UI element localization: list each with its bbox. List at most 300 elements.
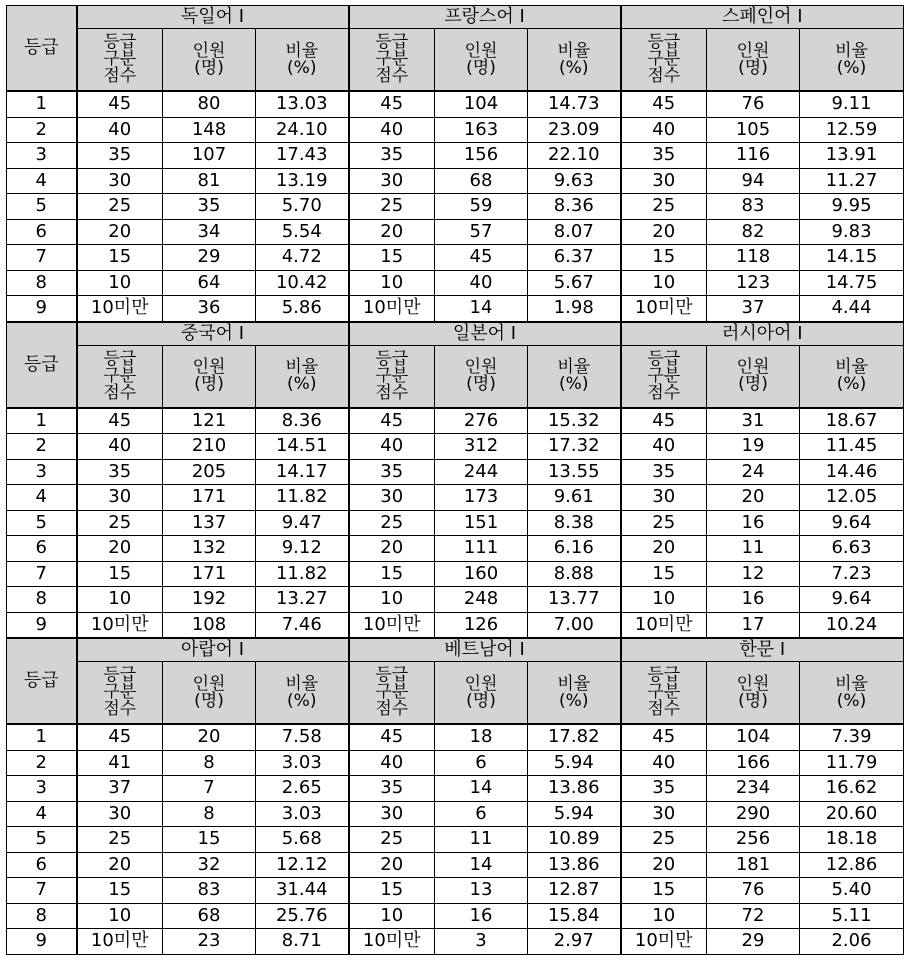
table-cell: 25 xyxy=(77,194,163,220)
table-cell: 256 xyxy=(707,827,800,853)
table-cell: 35 xyxy=(349,459,435,485)
table-cell: 116 xyxy=(707,143,800,169)
grade-cell: 7 xyxy=(7,245,77,271)
table-cell: 8.36 xyxy=(256,408,349,434)
table-cell: 234 xyxy=(707,776,800,802)
table-cell: 160 xyxy=(435,561,528,587)
table-cell: 25 xyxy=(621,194,707,220)
subject-header: 중국어 Ⅰ xyxy=(77,322,349,346)
table-row xyxy=(7,878,904,904)
table-cell: 16 xyxy=(707,587,800,613)
grade-cell: 6 xyxy=(7,536,77,562)
table-cell: 12.05 xyxy=(800,485,904,511)
table-cell: 25 xyxy=(621,827,707,853)
table-cell: 19 xyxy=(707,434,800,460)
table-cell: 94 xyxy=(707,168,800,194)
table-cell: 10 xyxy=(621,587,707,613)
grade-cell: 5 xyxy=(7,194,77,220)
table-cell: 312 xyxy=(435,434,528,460)
table-cell: 14.73 xyxy=(528,91,621,117)
table-cell: 17.43 xyxy=(256,143,349,169)
table-row xyxy=(7,168,904,194)
table-cell: 15 xyxy=(349,878,435,904)
table-row xyxy=(7,245,904,271)
table-cell: 15 xyxy=(163,827,256,853)
table-cell: 9.61 xyxy=(528,485,621,511)
table-cell: 15 xyxy=(77,561,163,587)
count-header: 인원 (명) xyxy=(163,662,256,725)
table-cell: 10미만 xyxy=(621,929,707,955)
table-cell: 11.82 xyxy=(256,485,349,511)
table-cell: 35 xyxy=(621,143,707,169)
table-cell: 10 xyxy=(621,270,707,296)
table-cell: 13.55 xyxy=(528,459,621,485)
table-cell: 82 xyxy=(707,219,800,245)
table-row xyxy=(7,408,904,434)
table-cell: 64 xyxy=(163,270,256,296)
table-cell: 3.03 xyxy=(256,750,349,776)
table-cell: 30 xyxy=(77,485,163,511)
table-cell: 22.10 xyxy=(528,143,621,169)
table-cell: 7.46 xyxy=(256,612,349,638)
score-header: 등급 구분 점수 xyxy=(77,29,163,92)
grade-cell: 5 xyxy=(7,510,77,536)
table-cell: 5.94 xyxy=(528,801,621,827)
table-row xyxy=(7,536,904,562)
count-header: 인원 (명) xyxy=(707,29,800,92)
score-header: 등급 구분 점수 xyxy=(621,345,707,408)
table-cell: 24.10 xyxy=(256,117,349,143)
table-row xyxy=(7,91,904,117)
table-cell: 20 xyxy=(621,219,707,245)
table-cell: 45 xyxy=(621,91,707,117)
grade-cell: 2 xyxy=(7,434,77,460)
count-header: 인원 (명) xyxy=(163,345,256,408)
table-cell: 9.63 xyxy=(528,168,621,194)
table-cell: 37 xyxy=(77,776,163,802)
table-cell: 20 xyxy=(77,536,163,562)
score-header: 등급 구분 점수 xyxy=(77,345,163,408)
table-cell: 40 xyxy=(621,434,707,460)
table-cell: 121 xyxy=(163,408,256,434)
table-cell: 16.62 xyxy=(800,776,904,802)
table-cell: 20 xyxy=(621,536,707,562)
table-cell: 3 xyxy=(435,929,528,955)
table-cell: 45 xyxy=(77,91,163,117)
table-cell: 10미만 xyxy=(349,612,435,638)
count-header: 인원 (명) xyxy=(707,662,800,725)
grade-cell: 3 xyxy=(7,776,77,802)
table-cell: 25 xyxy=(349,827,435,853)
subject-header: 프랑스어 Ⅰ xyxy=(349,6,621,29)
subject-header: 아랍어 Ⅰ xyxy=(77,638,349,662)
table-cell: 13.03 xyxy=(256,91,349,117)
table-cell: 15 xyxy=(621,878,707,904)
table-cell: 14.17 xyxy=(256,459,349,485)
table-cell: 7 xyxy=(163,776,256,802)
table-cell: 12.12 xyxy=(256,852,349,878)
table-cell: 9.83 xyxy=(800,219,904,245)
grade-cell: 2 xyxy=(7,117,77,143)
ratio-header: 비율 (%) xyxy=(528,29,621,92)
table-cell: 30 xyxy=(77,168,163,194)
subject-header: 러시아어 Ⅰ xyxy=(621,322,904,346)
grade-cell: 9 xyxy=(7,929,77,955)
table-cell: 148 xyxy=(163,117,256,143)
table-cell: 12.59 xyxy=(800,117,904,143)
grade-distribution-table xyxy=(6,5,904,955)
table-cell: 30 xyxy=(77,801,163,827)
ratio-header: 비율 (%) xyxy=(528,345,621,408)
column-header-row xyxy=(7,345,904,408)
table-row xyxy=(7,117,904,143)
table-cell: 45 xyxy=(621,724,707,750)
table-cell: 76 xyxy=(707,878,800,904)
table-cell: 76 xyxy=(707,91,800,117)
table-cell: 2.97 xyxy=(528,929,621,955)
table-cell: 40 xyxy=(621,117,707,143)
table-cell: 23 xyxy=(163,929,256,955)
table-cell: 35 xyxy=(163,194,256,220)
table-cell: 181 xyxy=(707,852,800,878)
table-cell: 30 xyxy=(349,801,435,827)
count-header: 인원 (명) xyxy=(435,662,528,725)
table-cell: 34 xyxy=(163,219,256,245)
table-cell: 6 xyxy=(435,801,528,827)
table-row xyxy=(7,724,904,750)
table-cell: 12 xyxy=(707,561,800,587)
table-cell: 13.86 xyxy=(528,776,621,802)
table-cell: 83 xyxy=(163,878,256,904)
count-header: 인원 (명) xyxy=(435,29,528,92)
table-cell: 35 xyxy=(349,143,435,169)
grade-cell: 8 xyxy=(7,903,77,929)
table-cell: 123 xyxy=(707,270,800,296)
table-cell: 13.77 xyxy=(528,587,621,613)
table-cell: 15 xyxy=(621,245,707,271)
table-cell: 35 xyxy=(77,459,163,485)
table-cell: 15 xyxy=(349,245,435,271)
table-cell: 14.75 xyxy=(800,270,904,296)
table-cell: 5.86 xyxy=(256,296,349,322)
table-row xyxy=(7,270,904,296)
table-cell: 8.07 xyxy=(528,219,621,245)
table-row xyxy=(7,194,904,220)
table-cell: 6.16 xyxy=(528,536,621,562)
ratio-header: 비율 (%) xyxy=(800,345,904,408)
table-cell: 20 xyxy=(77,219,163,245)
table-cell: 80 xyxy=(163,91,256,117)
column-header-row xyxy=(7,29,904,92)
table-cell: 40 xyxy=(349,117,435,143)
table-cell: 248 xyxy=(435,587,528,613)
table-cell: 59 xyxy=(435,194,528,220)
table-cell: 10.42 xyxy=(256,270,349,296)
table-cell: 20 xyxy=(163,724,256,750)
table-cell: 10 xyxy=(349,903,435,929)
grade-cell: 5 xyxy=(7,827,77,853)
table-row xyxy=(7,801,904,827)
table-cell: 9.11 xyxy=(800,91,904,117)
table-cell: 10미만 xyxy=(77,929,163,955)
table-cell: 5.67 xyxy=(528,270,621,296)
table-cell: 6 xyxy=(435,750,528,776)
table-cell: 17.32 xyxy=(528,434,621,460)
table-row xyxy=(7,296,904,322)
table-cell: 45 xyxy=(621,408,707,434)
table-cell: 163 xyxy=(435,117,528,143)
table-row xyxy=(7,434,904,460)
table-cell: 37 xyxy=(707,296,800,322)
table-row xyxy=(7,485,904,511)
table-cell: 29 xyxy=(163,245,256,271)
score-header: 등급 구분 점수 xyxy=(621,29,707,92)
grade-cell: 9 xyxy=(7,612,77,638)
table-cell: 18.18 xyxy=(800,827,904,853)
table-cell: 20 xyxy=(349,536,435,562)
table-cell: 11 xyxy=(435,827,528,853)
score-header: 등급 구분 점수 xyxy=(349,29,435,92)
table-cell: 7.00 xyxy=(528,612,621,638)
ratio-header: 비율 (%) xyxy=(800,662,904,725)
table-cell: 15 xyxy=(77,878,163,904)
table-cell: 10 xyxy=(77,587,163,613)
table-cell: 57 xyxy=(435,219,528,245)
table-cell: 290 xyxy=(707,801,800,827)
table-cell: 45 xyxy=(349,408,435,434)
table-cell: 40 xyxy=(349,434,435,460)
table-cell: 68 xyxy=(435,168,528,194)
ratio-header: 비율 (%) xyxy=(256,29,349,92)
table-cell: 8.71 xyxy=(256,929,349,955)
ratio-header: 비율 (%) xyxy=(800,29,904,92)
table-cell: 25 xyxy=(77,510,163,536)
table-cell: 7.23 xyxy=(800,561,904,587)
table-cell: 111 xyxy=(435,536,528,562)
table-cell: 104 xyxy=(435,91,528,117)
table-cell: 10 xyxy=(77,270,163,296)
table-cell: 25 xyxy=(77,827,163,853)
table-row xyxy=(7,929,904,955)
table-cell: 17 xyxy=(707,612,800,638)
table-cell: 244 xyxy=(435,459,528,485)
table-cell: 45 xyxy=(77,724,163,750)
table-cell: 10 xyxy=(621,903,707,929)
subject-header: 스페인어 Ⅰ xyxy=(621,6,904,29)
table-cell: 11.45 xyxy=(800,434,904,460)
table-cell: 25.76 xyxy=(256,903,349,929)
table-cell: 6.63 xyxy=(800,536,904,562)
grade-cell: 6 xyxy=(7,219,77,245)
table-cell: 5.40 xyxy=(800,878,904,904)
grade-header: 등급 xyxy=(7,6,77,92)
table-cell: 20 xyxy=(707,485,800,511)
table-cell: 40 xyxy=(77,117,163,143)
table-cell: 9.64 xyxy=(800,587,904,613)
table-cell: 14 xyxy=(435,776,528,802)
table-cell: 14.51 xyxy=(256,434,349,460)
table-cell: 105 xyxy=(707,117,800,143)
table-cell: 13.19 xyxy=(256,168,349,194)
table-cell: 45 xyxy=(349,91,435,117)
grade-cell: 1 xyxy=(7,408,77,434)
table-cell: 13 xyxy=(435,878,528,904)
grade-cell: 7 xyxy=(7,878,77,904)
table-cell: 15 xyxy=(349,561,435,587)
table-cell: 10미만 xyxy=(349,296,435,322)
table-cell: 132 xyxy=(163,536,256,562)
table-cell: 205 xyxy=(163,459,256,485)
table-cell: 8.88 xyxy=(528,561,621,587)
table-cell: 276 xyxy=(435,408,528,434)
grade-header: 등급 xyxy=(7,322,77,408)
grade-cell: 2 xyxy=(7,750,77,776)
grade-cell: 1 xyxy=(7,91,77,117)
table-cell: 20 xyxy=(621,852,707,878)
table-cell: 31 xyxy=(707,408,800,434)
table-cell: 9.47 xyxy=(256,510,349,536)
table-cell: 83 xyxy=(707,194,800,220)
table-cell: 171 xyxy=(163,561,256,587)
table-cell: 166 xyxy=(707,750,800,776)
table-cell: 25 xyxy=(349,194,435,220)
table-cell: 20 xyxy=(77,852,163,878)
table-row xyxy=(7,612,904,638)
table-cell: 32 xyxy=(163,852,256,878)
grade-cell: 4 xyxy=(7,485,77,511)
count-header: 인원 (명) xyxy=(707,345,800,408)
table-cell: 9.64 xyxy=(800,510,904,536)
table-cell: 45 xyxy=(349,724,435,750)
table-cell: 30 xyxy=(621,168,707,194)
score-header: 등급 구분 점수 xyxy=(349,345,435,408)
table-row xyxy=(7,750,904,776)
table-cell: 20.60 xyxy=(800,801,904,827)
table-cell: 8.36 xyxy=(528,194,621,220)
table-cell: 45 xyxy=(77,408,163,434)
table-cell: 30 xyxy=(621,485,707,511)
score-header: 등급 구분 점수 xyxy=(77,662,163,725)
table-cell: 5.11 xyxy=(800,903,904,929)
table-cell: 40 xyxy=(349,750,435,776)
table-cell: 1.98 xyxy=(528,296,621,322)
table-cell: 10 xyxy=(77,903,163,929)
table-row xyxy=(7,587,904,613)
table-cell: 11.82 xyxy=(256,561,349,587)
table-row xyxy=(7,776,904,802)
table-cell: 35 xyxy=(621,459,707,485)
table-cell: 7.39 xyxy=(800,724,904,750)
score-header: 등급 구분 점수 xyxy=(621,662,707,725)
table-cell: 15 xyxy=(621,561,707,587)
table-cell: 10미만 xyxy=(77,612,163,638)
table-cell: 18.67 xyxy=(800,408,904,434)
table-cell: 81 xyxy=(163,168,256,194)
table-cell: 16 xyxy=(435,903,528,929)
table-cell: 8.38 xyxy=(528,510,621,536)
table-cell: 36 xyxy=(163,296,256,322)
table-cell: 8 xyxy=(163,750,256,776)
grade-cell: 3 xyxy=(7,459,77,485)
table-row xyxy=(7,510,904,536)
table-row xyxy=(7,827,904,853)
table-cell: 10미만 xyxy=(349,929,435,955)
table-cell: 40 xyxy=(621,750,707,776)
table-cell: 17.82 xyxy=(528,724,621,750)
grade-header: 등급 xyxy=(7,638,77,724)
table-cell: 72 xyxy=(707,903,800,929)
table-cell: 107 xyxy=(163,143,256,169)
grade-cell: 7 xyxy=(7,561,77,587)
count-header: 인원 (명) xyxy=(435,345,528,408)
score-header: 등급 구분 점수 xyxy=(349,662,435,725)
table-cell: 126 xyxy=(435,612,528,638)
table-cell: 18 xyxy=(435,724,528,750)
table-cell: 9.12 xyxy=(256,536,349,562)
table-cell: 13.86 xyxy=(528,852,621,878)
table-cell: 30 xyxy=(349,485,435,511)
subject-header: 베트남어 Ⅰ xyxy=(349,638,621,662)
table-cell: 15.84 xyxy=(528,903,621,929)
table-cell: 5.54 xyxy=(256,219,349,245)
grade-cell: 6 xyxy=(7,852,77,878)
table-cell: 20 xyxy=(349,219,435,245)
table-cell: 11.79 xyxy=(800,750,904,776)
table-cell: 10미만 xyxy=(621,296,707,322)
table-cell: 12.87 xyxy=(528,878,621,904)
table-cell: 24 xyxy=(707,459,800,485)
table-cell: 20 xyxy=(349,852,435,878)
ratio-header: 비율 (%) xyxy=(256,345,349,408)
table-cell: 9.95 xyxy=(800,194,904,220)
table-cell: 210 xyxy=(163,434,256,460)
table-cell: 40 xyxy=(77,434,163,460)
ratio-header: 비율 (%) xyxy=(256,662,349,725)
table-cell: 2.06 xyxy=(800,929,904,955)
grade-cell: 4 xyxy=(7,801,77,827)
table-cell: 8 xyxy=(163,801,256,827)
table-cell: 4.44 xyxy=(800,296,904,322)
table-cell: 68 xyxy=(163,903,256,929)
table-cell: 45 xyxy=(435,245,528,271)
table-cell: 156 xyxy=(435,143,528,169)
table-cell: 7.58 xyxy=(256,724,349,750)
table-cell: 31.44 xyxy=(256,878,349,904)
table-cell: 171 xyxy=(163,485,256,511)
table-cell: 14.46 xyxy=(800,459,904,485)
column-header-row xyxy=(7,662,904,725)
table-cell: 11 xyxy=(707,536,800,562)
ratio-header: 비율 (%) xyxy=(528,662,621,725)
table-row xyxy=(7,143,904,169)
table-cell: 35 xyxy=(621,776,707,802)
table-row xyxy=(7,903,904,929)
table-cell: 41 xyxy=(77,750,163,776)
table-cell: 2.65 xyxy=(256,776,349,802)
table-cell: 13.27 xyxy=(256,587,349,613)
table-cell: 4.72 xyxy=(256,245,349,271)
table-cell: 10미만 xyxy=(621,612,707,638)
grade-cell: 3 xyxy=(7,143,77,169)
table-cell: 108 xyxy=(163,612,256,638)
grade-cell: 9 xyxy=(7,296,77,322)
subject-header: 한문 Ⅰ xyxy=(621,638,904,662)
table-cell: 118 xyxy=(707,245,800,271)
table-cell: 30 xyxy=(621,801,707,827)
table-cell: 14 xyxy=(435,852,528,878)
table-cell: 12.86 xyxy=(800,852,904,878)
table-cell: 29 xyxy=(707,929,800,955)
